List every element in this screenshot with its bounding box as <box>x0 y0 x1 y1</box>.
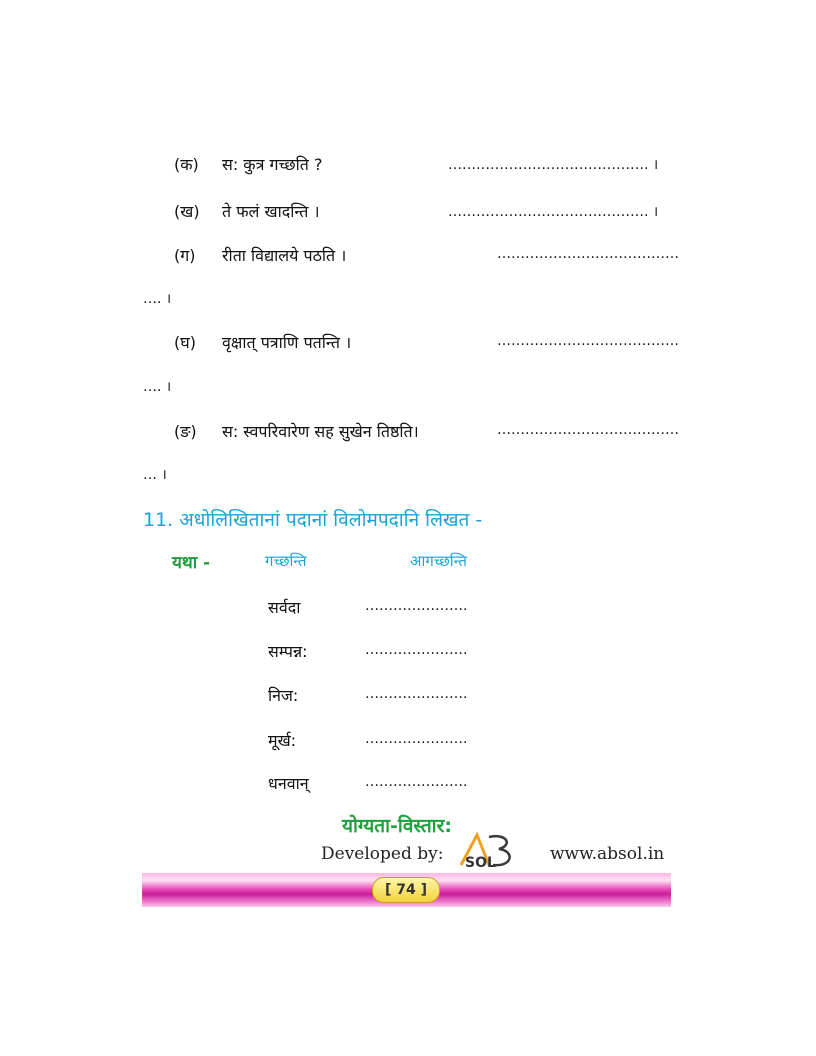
example-answer: आगच्छन्ति <box>410 552 467 570</box>
blank-sampanna: …………………. <box>365 642 468 658</box>
row-text-nga: स: स्वपरिवारेण सह सुखेन तिष्ठति। <box>222 422 419 441</box>
row-label-ka: (क) <box>174 155 199 174</box>
row-blank-ga: ………………………………… <box>497 246 679 262</box>
row-tail-gha: …. । <box>143 379 172 395</box>
blank-dhanavan: …………………. <box>365 774 468 790</box>
row-tail-ga: …. । <box>143 291 172 307</box>
row-tail-nga: … । <box>143 467 167 483</box>
row-label-kha: (ख) <box>174 202 200 221</box>
blank-sarvada: …………………. <box>365 598 468 614</box>
row-text-ga: रीता विद्यालये पठति । <box>222 246 347 265</box>
row-label-nga: (ङ) <box>174 422 197 441</box>
word-dhanavan: धनवान् <box>268 774 309 793</box>
row-blank-kha: ……………………………………. । <box>448 204 659 220</box>
blank-nija: …………………. <box>365 686 468 702</box>
row-label-gha: (घ) <box>174 333 196 352</box>
row-label-ga: (ग) <box>174 246 196 265</box>
row-blank-gha: ………………………………… <box>497 333 679 349</box>
row-blank-ka: ……………………………………. । <box>448 157 659 173</box>
word-sampanna: सम्पन्न: <box>268 642 308 661</box>
row-text-kha: ते फलं खादन्ति । <box>222 202 320 221</box>
blank-murkha: …………………. <box>365 731 468 747</box>
website-text: www.absol.in <box>550 844 665 864</box>
section-11-heading: 11. अधोलिखितानां पदानां विलोमपदानि लिखत - <box>143 509 483 531</box>
word-nija: निज: <box>268 686 299 705</box>
developed-by-text: Developed by: <box>321 844 444 864</box>
row-text-ka: स: कुत्र गच्छति ? <box>222 155 323 174</box>
page-number: [ 74 ] <box>372 877 440 903</box>
word-sarvada: सर्वदा <box>268 598 301 617</box>
absol-logo <box>455 831 525 871</box>
row-blank-nga: ………………………………… <box>497 422 679 438</box>
example-word: गच्छन्ति <box>265 552 307 570</box>
example-key: यथा - <box>172 553 211 573</box>
yogyata-vistara-heading: योग्यता-विस्तार: <box>342 815 452 837</box>
word-murkha: मूर्ख: <box>268 731 297 750</box>
row-text-gha: वृक्षात् पत्राणि पतन्ति । <box>222 333 352 352</box>
logo-text: SOL <box>465 855 496 871</box>
